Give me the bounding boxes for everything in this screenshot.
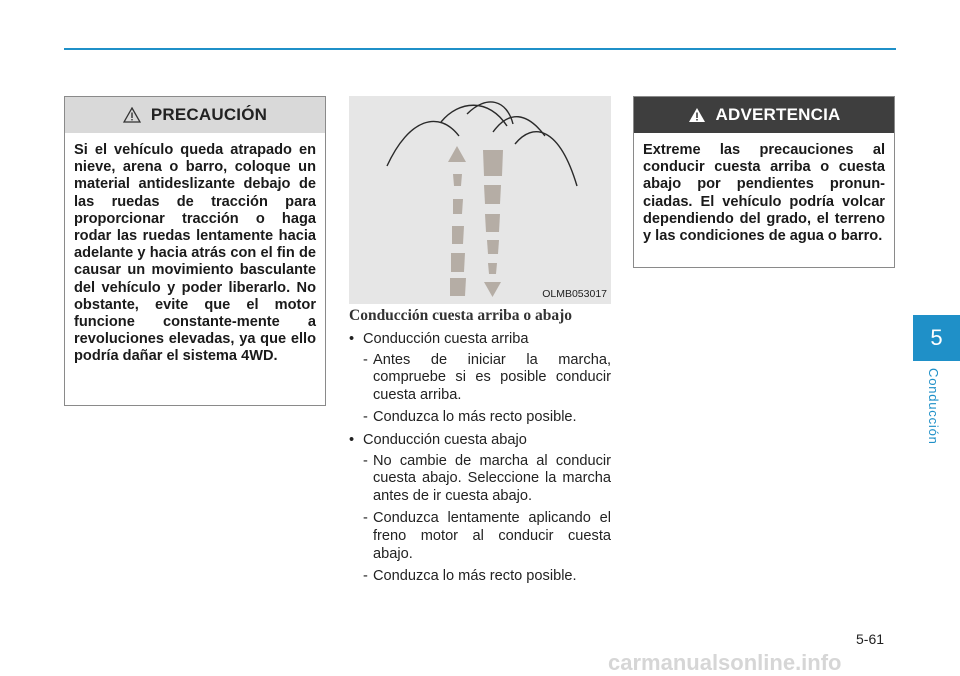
warning-text: Extreme las precauciones al conducir cuesta arriba o cuesta abajo por pendientes pronun-ciadas. El vehículo podría volcar dependiendo del grado, el terreno y las condiciones de agua o barro. — [643, 142, 885, 245]
slope-driving-section — [349, 307, 611, 591]
header-rule — [64, 48, 896, 50]
caution-triangle-icon — [123, 107, 141, 123]
warning-title: ADVERTENCIA — [715, 105, 841, 124]
chapter-title: Conducción — [926, 368, 941, 445]
caution-box — [64, 96, 326, 406]
caution-title: PRECAUCIÓN — [150, 105, 268, 124]
section-title: Conducción cuesta arriba o abajo — [349, 307, 573, 324]
up-arrow-head — [448, 146, 466, 162]
hill-outline-1 — [387, 121, 459, 166]
down-arrow-head — [484, 282, 501, 297]
list-item: - No cambie de marcha al conducir cuesta abajo. Seleccione la marcha antes de ir cuesta abajo. — [363, 452, 611, 504]
bullet-downhill: • Conducción cuesta abajo — [349, 431, 527, 448]
chapter-number-tab: 5 — [913, 315, 960, 361]
caution-header — [65, 97, 325, 133]
list-item: - Antes de iniciar la marcha, compruebe si es posible conducir cuesta arriba. — [363, 351, 611, 403]
figure-code: OLMB053017 — [542, 288, 607, 300]
bullet-uphill: • Conducción cuesta arriba — [349, 331, 529, 347]
list-item: - Conduzca lo más recto posible. — [363, 568, 577, 585]
caution-text: Si el vehículo queda atrapado en nieve, arena o barro, coloque un material antideslizante debajo de las ruedas de tracción para proporcionar tracción o haga rodar las ruedas lentamente hacia adelante y hacia atrás con el fin de causar un movimiento basculante del vehículo y poder liberarlo. No obstante, evite que el motor funcione constante-mente a revoluciones elevadas, ya que ello podría dañar el sistema 4WD. — [74, 142, 316, 365]
warning-header — [634, 97, 894, 133]
hill-outline-4 — [493, 117, 545, 136]
warning-triangle-icon — [688, 107, 706, 123]
page-number: 5-61 — [856, 631, 885, 647]
list-item: - Conduzca lentamente aplicando el freno motor al conducir cuesta abajo. — [363, 510, 611, 562]
watermark: carmanualsonline.info — [608, 650, 842, 675]
list-item: - Conduzca lo más recto posible. — [363, 409, 577, 426]
warning-box — [633, 96, 895, 268]
hill-outline-5 — [515, 132, 577, 186]
hill-drawing — [349, 96, 611, 304]
slope-illustration — [349, 96, 611, 304]
